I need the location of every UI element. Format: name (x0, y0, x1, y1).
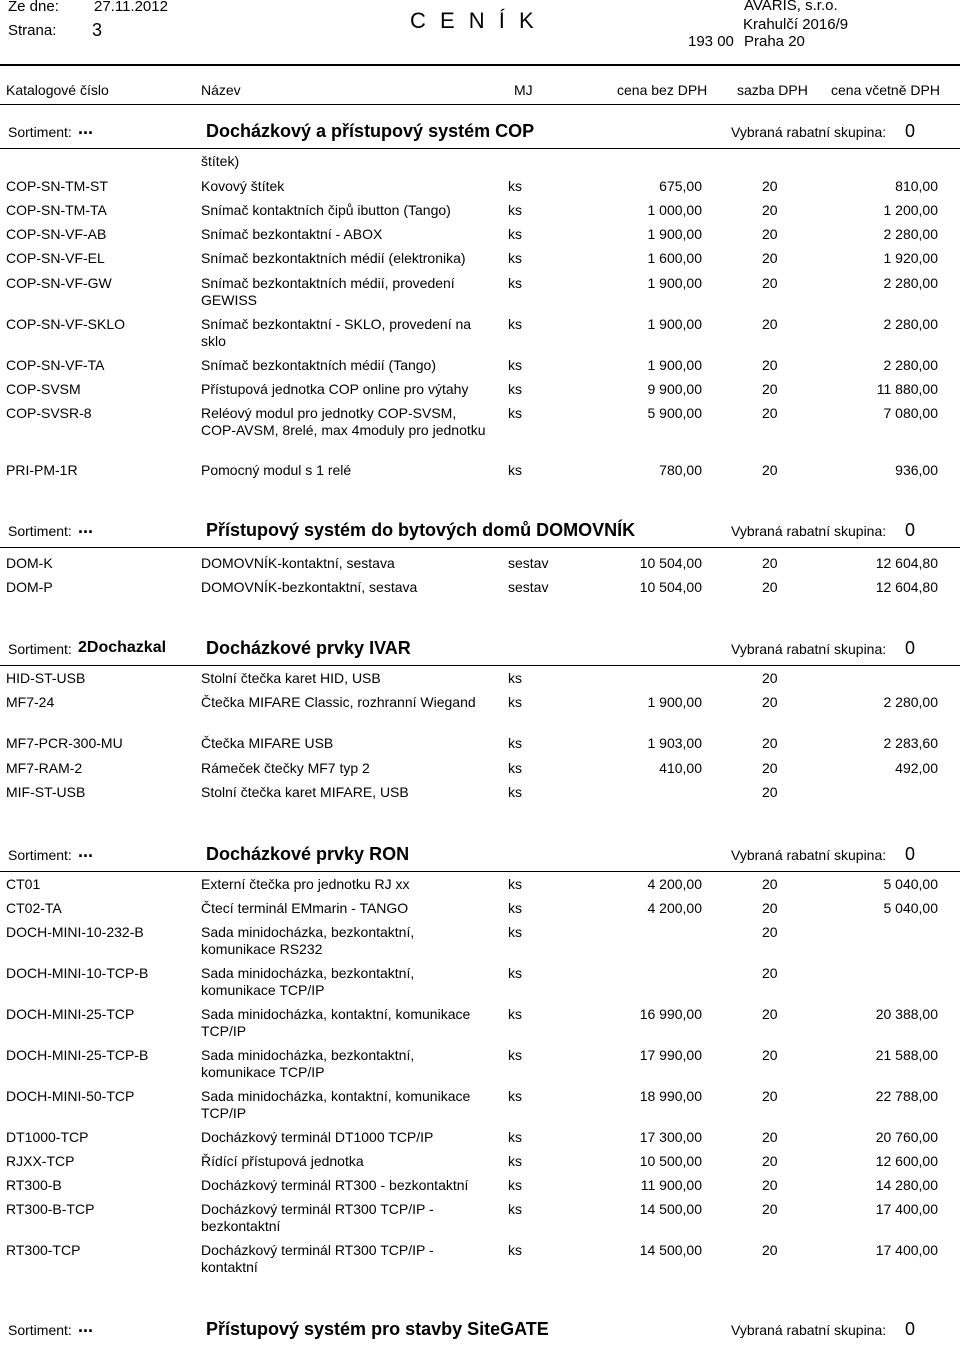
item-unit: ks (508, 900, 522, 916)
item-name: Sada minidocházka, kontaktní, komunikace TCP/IP (201, 1088, 471, 1121)
item-price: 5 900,00 (647, 405, 702, 421)
item-vat: 20 (762, 1242, 778, 1258)
item-vat: 20 (762, 760, 778, 776)
item-unit: ks (508, 316, 522, 332)
item-name: Pomocný modul s 1 relé (201, 462, 352, 478)
item-unit: ks (508, 924, 522, 940)
item-total: 936,00 (895, 462, 938, 478)
col-code: Katalogové číslo (6, 82, 109, 98)
item-code: DOCH-MINI-10-TCP-B (6, 965, 149, 981)
item-unit: ks (508, 1047, 522, 1063)
section-label: Sortiment: (8, 124, 72, 140)
section-label: Sortiment: (8, 1322, 72, 1338)
item-name: Externí čtečka pro jednotku RJ xx (201, 876, 410, 892)
item-price: 10 500,00 (639, 1153, 702, 1169)
item-price: 14 500,00 (639, 1201, 702, 1217)
item-code: COP-SN-VF-SKLO (6, 316, 126, 332)
item-code: COP-SN-VF-AB (6, 226, 107, 242)
item-price: 780,00 (659, 462, 702, 478)
item-name: Snímač bezkontaktní - SKLO, provedení na sklo (201, 316, 472, 349)
item-price: 1 900,00 (647, 275, 702, 291)
item-code: DOCH-MINI-25-TCP-B (6, 1047, 149, 1063)
item-unit: ks (508, 735, 522, 751)
item-unit: ks (508, 784, 522, 800)
item-price: 18 990,00 (639, 1088, 702, 1104)
item-total: 7 080,00 (883, 405, 938, 421)
item-name: Sada minidocházka, bezkontaktní, komunikace TCP/IP (201, 1047, 415, 1080)
item-price: 1 000,00 (647, 202, 702, 218)
item-vat: 20 (762, 202, 778, 218)
section-name: Přístupový systém do bytových domů DOMOVNÍK (206, 520, 636, 540)
item-name: Snímač bezkontaktních médií (Tango) (201, 357, 437, 373)
item-price: 10 504,00 (639, 555, 702, 571)
item-price: 4 200,00 (647, 900, 702, 916)
item-vat: 20 (762, 1047, 778, 1063)
item-name: Sada minidocházka, bezkontaktní, komunikace TCP/IP (201, 965, 415, 998)
item-vat: 20 (762, 1153, 778, 1169)
item-unit: ks (508, 965, 522, 981)
item-vat: 20 (762, 226, 778, 242)
item-unit: ks (508, 876, 522, 892)
rabat-value: 0 (905, 844, 916, 864)
item-price: 675,00 (659, 178, 702, 194)
rabat-value: 0 (905, 520, 916, 540)
item-code: CT02-TA (6, 900, 62, 916)
item-unit: sestav (508, 579, 549, 595)
item-code: DOCH-MINI-10-232-B (6, 924, 144, 940)
item-total: 2 280,00 (883, 275, 938, 291)
item-name: Stolní čtečka karet MIFARE, USB (201, 784, 409, 800)
item-name: DOMOVNÍK-kontaktní, sestava (201, 555, 395, 571)
col-name: Název (201, 82, 241, 98)
item-name: Sada minidocházka, kontaktní, komunikace TCP/IP (201, 1006, 471, 1039)
item-price: 9 900,00 (647, 381, 702, 397)
item-vat: 20 (762, 275, 778, 291)
item-price: 410,00 (659, 760, 702, 776)
item-price: 17 990,00 (639, 1047, 702, 1063)
item-unit: ks (508, 1006, 522, 1022)
item-total: 2 280,00 (883, 316, 938, 332)
item-total: 2 280,00 (883, 357, 938, 373)
item-code: COP-SN-TM-ST (6, 178, 108, 194)
item-price: 1 900,00 (647, 357, 702, 373)
item-code: MF7-PCR-300-MU (6, 735, 123, 751)
item-vat: 20 (762, 924, 778, 940)
item-vat: 20 (762, 670, 778, 686)
item-total: 20 388,00 (875, 1006, 938, 1022)
item-total: 12 604,80 (875, 555, 938, 571)
item-code: COP-SVSR-8 (6, 405, 92, 421)
date-label: Ze dne: (8, 0, 59, 15)
item-name: Rámeček čtečky MF7 typ 2 (201, 760, 370, 776)
item-name: Snímač bezkontaktní - ABOX (201, 226, 383, 242)
item-name: Přístupová jednotka COP online pro výtahy (201, 381, 469, 397)
section-name: Docházkové prvky IVAR (206, 638, 411, 658)
item-code: COP-SN-VF-TA (6, 357, 105, 373)
item-total: 17 400,00 (875, 1242, 938, 1258)
item-code: COP-SVSM (6, 381, 81, 397)
item-code: HID-ST-USB (6, 670, 86, 686)
item-vat: 20 (762, 1129, 778, 1145)
item-code: CT01 (6, 876, 41, 892)
item-price: 10 504,00 (639, 579, 702, 595)
item-total: 17 400,00 (875, 1201, 938, 1217)
section-name: Docházkový a přístupový systém COP (206, 121, 535, 141)
date-value: 27.11.2012 (94, 0, 168, 15)
item-vat: 20 (762, 316, 778, 332)
section-divider (0, 665, 960, 666)
item-vat: 20 (762, 1006, 778, 1022)
item-name: Čtečka MIFARE Classic, rozhranní Wiegand (201, 694, 476, 710)
section-label: Sortiment: (8, 641, 72, 657)
column-divider (0, 104, 960, 105)
item-total: 5 040,00 (883, 876, 938, 892)
item-vat: 20 (762, 1177, 778, 1193)
company-street: Krahulčí 2016/9 (743, 16, 849, 33)
item-vat: 20 (762, 357, 778, 373)
company-name: AVARIS, s.r.o. (744, 0, 838, 14)
item-total: 12 604,80 (875, 579, 938, 595)
item-total: 20 760,00 (875, 1129, 938, 1145)
item-vat: 20 (762, 1088, 778, 1104)
item-unit: ks (508, 462, 522, 478)
item-total: 5 040,00 (883, 900, 938, 916)
col-price: cena bez DPH (617, 82, 708, 98)
item-total: 1 920,00 (883, 250, 938, 266)
company-city: Praha 20 (744, 33, 805, 50)
item-code: RT300-TCP (6, 1242, 81, 1258)
item-price: 17 300,00 (639, 1129, 702, 1145)
section-label: Sortiment: (8, 847, 72, 863)
item-name: Docházkový terminál RT300 - bezkontaktní (201, 1177, 469, 1193)
item-unit: ks (508, 1153, 522, 1169)
item-total: 21 588,00 (875, 1047, 938, 1063)
item-total: 2 280,00 (883, 226, 938, 242)
item-price: 16 990,00 (639, 1006, 702, 1022)
item-unit: sestav (508, 555, 549, 571)
item-code: COP-SN-TM-TA (6, 202, 107, 218)
item-name: Kovový štítek (201, 178, 285, 194)
item-price: 1 903,00 (647, 735, 702, 751)
item-unit: ks (508, 694, 522, 710)
item-code: MF7-RAM-2 (6, 760, 83, 776)
item-name: Docházkový terminál RT300 TCP/IP - kontaktní (201, 1242, 434, 1275)
item-price: 1 900,00 (647, 316, 702, 332)
item-name: Reléový modul pro jednotky COP-SVSM, COP-AVSM, 8relé, max 4moduly pro jednotku (201, 405, 486, 438)
item-code: COP-SN-VF-EL (6, 250, 105, 266)
item-code: DOM-K (6, 555, 53, 571)
section-code: 2Dochazkal (78, 639, 167, 656)
item-price: 14 500,00 (639, 1242, 702, 1258)
item-vat: 20 (762, 579, 778, 595)
item-unit: ks (508, 357, 522, 373)
item-name: Sada minidocházka, bezkontaktní, komunikace RS232 (201, 924, 415, 957)
item-name: Čtečka MIFARE USB (201, 735, 334, 751)
page-label: Strana: (8, 22, 57, 39)
rabat-value: 0 (905, 638, 916, 658)
rabat-label: Vybraná rabatní skupina: (731, 124, 887, 140)
item-name: Docházkový terminál RT300 TCP/IP - bezkontaktní (201, 1201, 434, 1234)
item-vat: 20 (762, 784, 778, 800)
item-total: 14 280,00 (875, 1177, 938, 1193)
item-name: Snímač kontaktních čipů ibutton (Tango) (201, 202, 451, 218)
item-unit: ks (508, 178, 522, 194)
item-unit: ks (508, 405, 522, 421)
item-code: COP-SN-VF-GW (6, 275, 112, 291)
item-code: RJXX-TCP (6, 1153, 75, 1169)
section-code: ... (78, 841, 94, 861)
rabat-label: Vybraná rabatní skupina: (731, 523, 887, 539)
item-vat: 20 (762, 900, 778, 916)
section-divider (0, 148, 960, 149)
item-vat: 20 (762, 250, 778, 266)
rabat-value: 0 (905, 121, 916, 141)
item-vat: 20 (762, 381, 778, 397)
item-name: DOMOVNÍK-bezkontaktní, sestava (201, 579, 418, 595)
item-unit: ks (508, 1088, 522, 1104)
item-name: Snímač bezkontaktních médií, provedení GEWISS (201, 275, 455, 308)
item-code: DOCH-MINI-50-TCP (6, 1088, 135, 1104)
rabat-label: Vybraná rabatní skupina: (731, 1322, 887, 1338)
rabat-value: 0 (905, 1319, 916, 1339)
col-vat: sazba DPH (737, 82, 808, 98)
col-mj: MJ (514, 82, 533, 98)
item-total: 11 880,00 (876, 381, 938, 397)
item-unit: ks (508, 381, 522, 397)
item-total: 492,00 (895, 760, 938, 776)
item-price: 1 900,00 (647, 694, 702, 710)
section-label: Sortiment: (8, 523, 72, 539)
item-price: 1 600,00 (647, 250, 702, 266)
item-total: 2 280,00 (883, 694, 938, 710)
item-vat: 20 (762, 1201, 778, 1217)
item-unit: ks (508, 1129, 522, 1145)
rabat-label: Vybraná rabatní skupina: (731, 641, 887, 657)
item-unit: ks (508, 226, 522, 242)
item-vat: 20 (762, 965, 778, 981)
item-vat: 20 (762, 405, 778, 421)
col-total: cena včetně DPH (831, 82, 940, 98)
item-name: Docházkový terminál DT1000 TCP/IP (201, 1129, 434, 1145)
item-vat: 20 (762, 876, 778, 892)
item-code: DOM-P (6, 579, 53, 595)
section-divider (0, 547, 960, 548)
item-unit: ks (508, 1242, 522, 1258)
header-divider (0, 64, 960, 66)
item-vat: 20 (762, 735, 778, 751)
item-unit: ks (508, 1177, 522, 1193)
section-name: Docházkové prvky RON (206, 844, 410, 864)
item-total: 2 283,60 (883, 735, 938, 751)
rabat-label: Vybraná rabatní skupina: (731, 847, 887, 863)
item-unit: ks (508, 1201, 522, 1217)
item-code: RT300-B (6, 1177, 62, 1193)
item-unit: ks (508, 275, 522, 291)
section-divider (0, 871, 960, 872)
item-price: 1 900,00 (647, 226, 702, 242)
page-number: 3 (92, 20, 103, 40)
item-price: 11 900,00 (640, 1177, 702, 1193)
item-code: PRI-PM-1R (6, 462, 78, 478)
section-code: ... (78, 1316, 94, 1336)
section-name: Přístupový systém pro stavby SiteGATE (206, 1319, 549, 1339)
item-name: Snímač bezkontaktních médií (elektronika) (201, 250, 466, 266)
item-unit: ks (508, 202, 522, 218)
company-zip: 193 00 (688, 33, 734, 50)
item-unit: ks (508, 670, 522, 686)
item-total: 22 788,00 (875, 1088, 938, 1104)
item-vat: 20 (762, 694, 778, 710)
item-total: 1 200,00 (883, 202, 938, 218)
carryover-text: štítek) (201, 153, 240, 169)
item-total: 12 600,00 (875, 1153, 938, 1169)
section-code: ... (78, 517, 94, 537)
section-code: ... (78, 118, 94, 138)
item-code: RT300-B-TCP (6, 1201, 95, 1217)
document-title: C E N Í K (410, 8, 538, 33)
item-name: Řídící přístupová jednotka (201, 1153, 364, 1169)
item-vat: 20 (762, 555, 778, 571)
item-vat: 20 (762, 178, 778, 194)
item-vat: 20 (762, 462, 778, 478)
item-price: 4 200,00 (647, 876, 702, 892)
item-code: DOCH-MINI-25-TCP (6, 1006, 135, 1022)
item-name: Stolní čtečka karet HID, USB (201, 670, 381, 686)
item-unit: ks (508, 760, 522, 776)
item-unit: ks (508, 250, 522, 266)
item-code: MIF-ST-USB (6, 784, 86, 800)
item-code: MF7-24 (6, 694, 55, 710)
item-name: Čtecí terminál EMmarin - TANGO (201, 900, 409, 916)
item-code: DT1000-TCP (6, 1129, 89, 1145)
item-total: 810,00 (895, 178, 938, 194)
